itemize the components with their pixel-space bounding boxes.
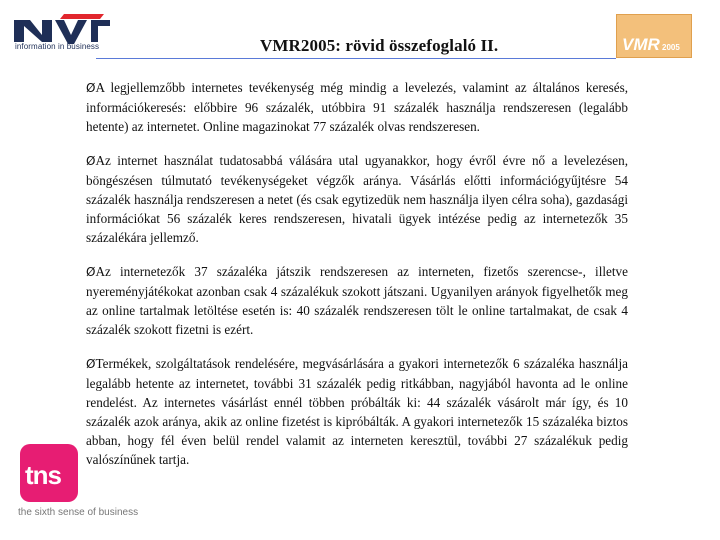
bullet-paragraph-4 [86, 354, 628, 469]
tns-logo-text: tns [25, 460, 61, 490]
vmr-logo-year: 2005 [662, 43, 680, 52]
paragraph-text: Termékek, szolgáltatások rendelésére, megvásárlására a gyakori internetezők 6 százaléka használja legalább hetente az internetet, további 31 százalék pedig ritkábban, nagyjából havonta ad le online rendelést. Az internetes vásárlást ennél többen próbálták ki: 44 százalék vásárolt már így, és 10 százalék azok aránya, akik az online fizetést is kipróbálták. A gyakori internetezők 15 százaléka biztos abban, hogy fél éven belül rendel valamit az interneten keresztül, további 27 százalékuk pedig valószínűnek tartja. [86, 356, 628, 467]
bullet-marker-icon: Ø [86, 357, 96, 371]
nrg-tagline: information in business [15, 42, 100, 51]
slide-title: VMR2005: rövid összefoglaló II. [260, 36, 499, 55]
bullet-paragraph-3 [86, 262, 628, 339]
paragraph-text: Az internet használat tudatosabbá válására utal ugyanakkor, hogy évről évre nő a levelezésen, böngészésen túlmutató tevékenységeket végzők aránya. Vásárlás előtti információgyűjtésre 54 százalék használja rendszeresen a netet (és csak egytizedük nem használja ilyen célra soha), gazdasági információkat 56 százalék keres rendszeresen, hivatali ügyek intézése pedig az internetezők 35 százalékára jellemző. [86, 153, 628, 245]
paragraph-text: Az internetezők 37 százaléka játszik rendszeresen az interneten, fizetős szerencse-, illetve nyereményjátékokat azonban csak 4 százalékuk szokott játszani. Ugyanilyen arányok figyelhetők meg az online tartalmak letöltése esetén is: 40 százalék rendszeresen tölt le online tartalmakat, de csak 4 százalék szokott fizetni is ezért. [86, 264, 628, 337]
slide-content [86, 78, 628, 484]
paragraph-text: A legjellemzőbb internetes tevékenység még mindig a levelezés, valamint az általános keresés, információkeresés: előbbire 96 százalék, utóbbira 91 százalék használja rendszeresen (legalább hetente) az internetet. Online magazinokat 77 százalék olvas rendszeresen. [86, 80, 628, 134]
bullet-marker-icon: Ø [86, 81, 96, 95]
vmr-logo-text: VMR [622, 35, 660, 54]
slide-header [0, 0, 720, 72]
bullet-marker-icon: Ø [86, 265, 96, 279]
bullet-paragraph-2 [86, 151, 628, 247]
bullet-marker-icon: Ø [86, 154, 96, 168]
tns-tagline: the sixth sense of business [18, 507, 139, 518]
title-divider [96, 58, 616, 59]
bullet-paragraph-1 [86, 78, 628, 136]
